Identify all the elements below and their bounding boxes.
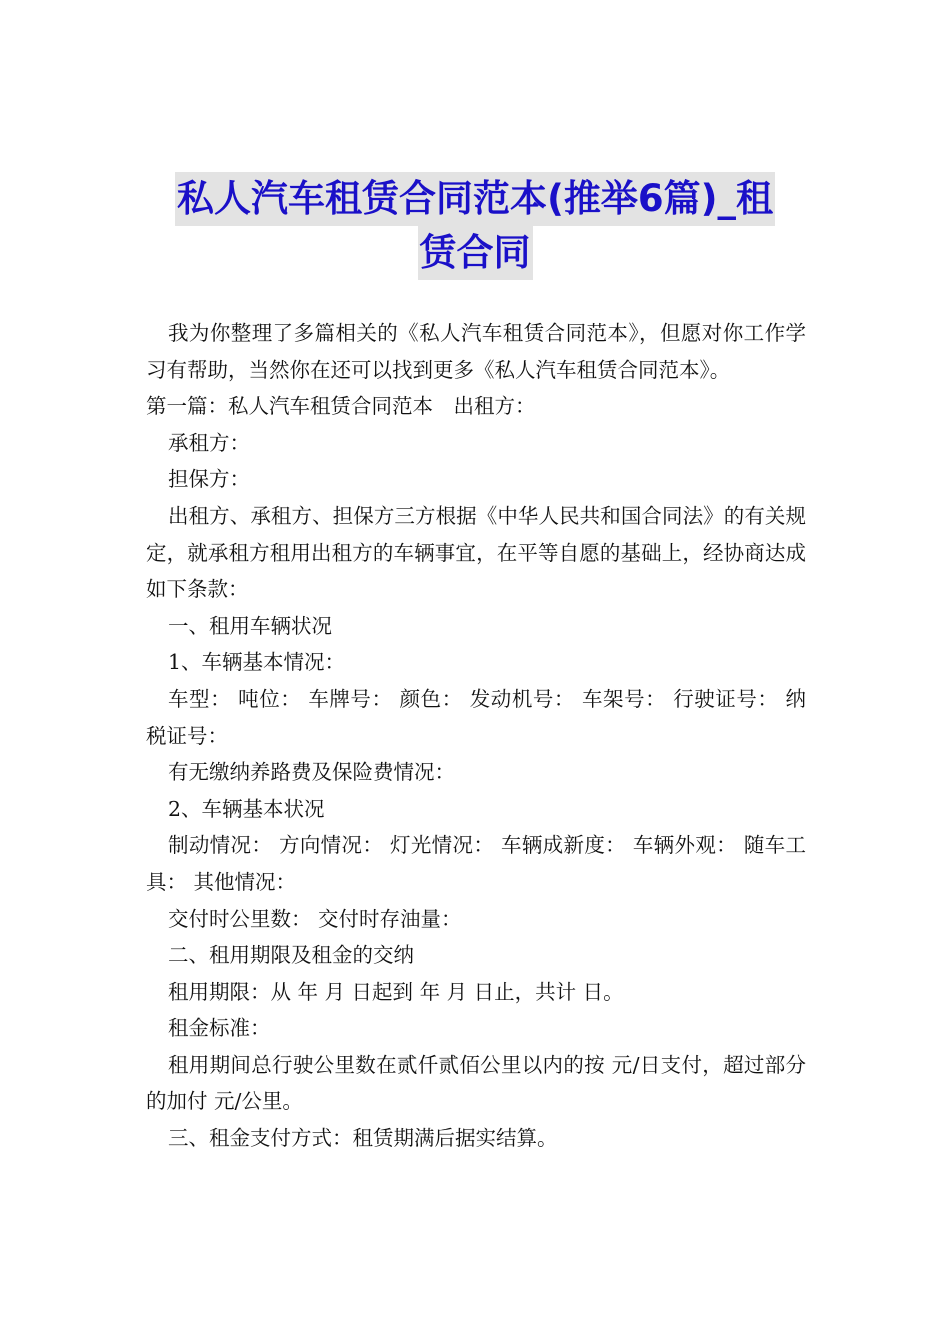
subclause-2: 2、车辆基本状况 [168,796,325,821]
vehicle-details-paragraph: 车型： 吨位： 车牌号： 颜色： 发动机号： 车架号： 行驶证号： 纳税证号： [146,686,806,748]
preamble-paragraph: 出租方、承租方、担保方三方根据《中华人民共和国合同法》的有关规定，就承租方租用出租方的车辆事宜，在平等自愿的基础上，经协商达成如下条款： [146,503,806,602]
title-line-1: 私人汽车租赁合同范本(推举6篇)_租 [175,172,775,226]
clause-heading-1: 一、租用车辆状况 [168,613,332,638]
document-body [146,315,806,1157]
section-heading-first: 第一篇：私人汽车租赁合同范本 出租方： [146,394,536,419]
fees-line: 有无缴纳养路费及保险费情况： [168,760,455,785]
lessee-line: 承租方： [168,430,250,455]
clause-heading-3: 三、租金支付方式：租赁期满后据实结算。 [168,1126,558,1151]
delivery-line: 交付时公里数： 交付时存油量： [168,906,462,931]
intro-paragraph: 我为你整理了多篇相关的《私人汽车租赁合同范本》，但愿对你工作学习有帮助，当然你在还可以找到更多《私人汽车租赁合同范本》。 [146,321,806,382]
rental-period-line: 租用期限：从 年 月 日起到 年 月 日止，共计 日。 [168,979,624,1004]
rent-rate-paragraph: 租用期间总行驶公里数在贰仟贰佰公里以内的按 元/日支付，超过部分的加付 元/公里。 [146,1052,806,1114]
document-title [0,172,950,280]
rent-standard-line: 租金标准： [168,1016,271,1041]
title-line-2: 赁合同 [418,226,533,280]
clause-heading-2: 二、租用期限及租金的交纳 [168,943,414,968]
subclause-1: 1、车辆基本情况： [168,650,346,675]
vehicle-condition-paragraph: 制动情况： 方向情况： 灯光情况： 车辆成新度： 车辆外观： 随车工具： 其他情况： [146,833,806,894]
guarantor-line: 担保方： [168,467,250,492]
